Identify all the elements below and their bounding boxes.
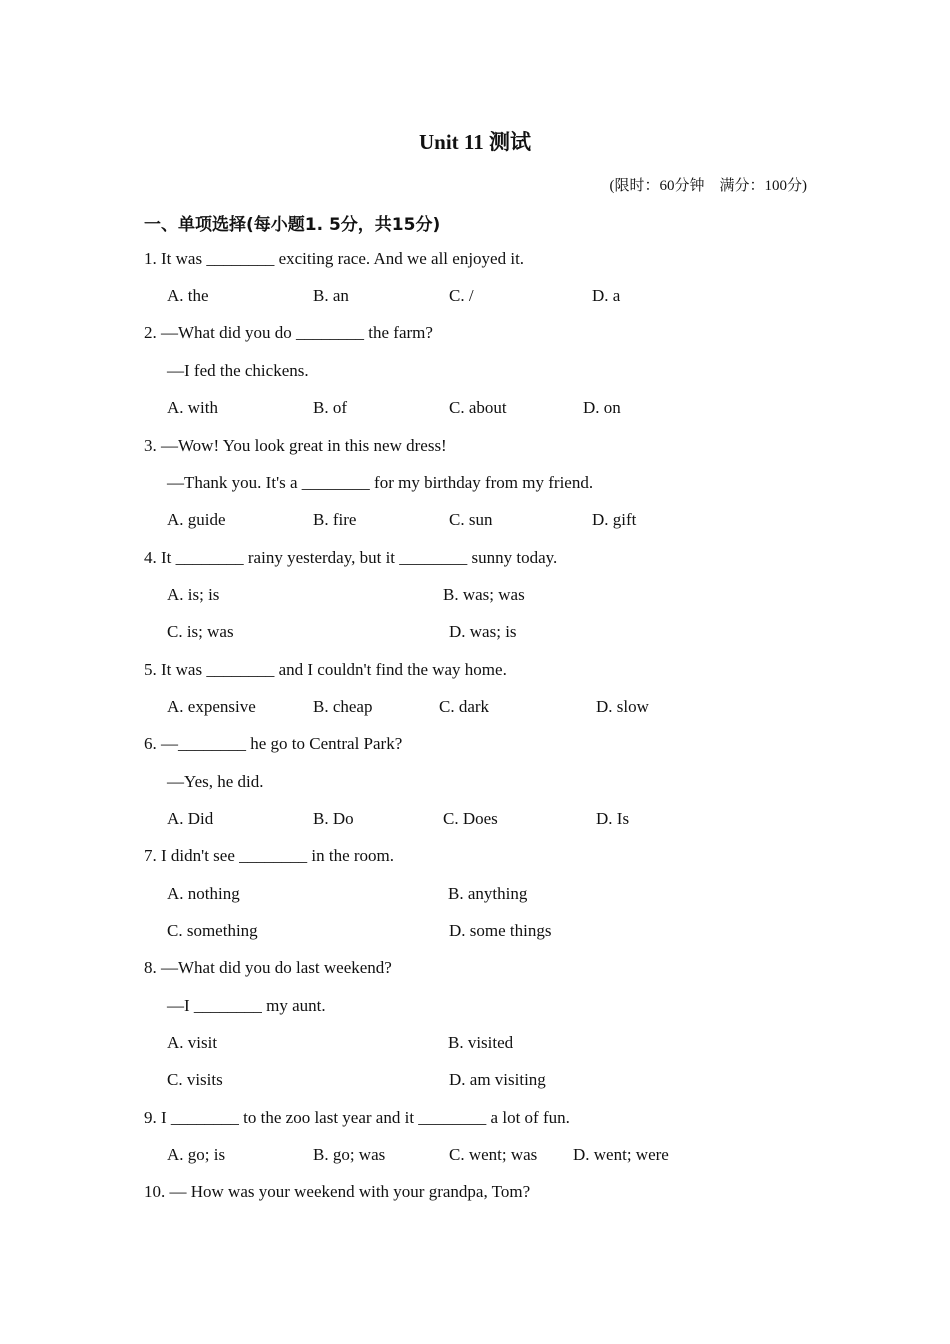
question-10-stem: 10. — How was your weekend with your grandpa, Tom? bbox=[144, 1182, 531, 1201]
question-3-reply: —Thank you. It's a ________ for my birthday from my friend. bbox=[167, 473, 594, 492]
question-1-option-b: B. an bbox=[313, 286, 349, 305]
question-4-option-a: A. is; is bbox=[167, 585, 220, 604]
question-1-option-a: A. the bbox=[167, 286, 209, 305]
question-3-option-d: D. gift bbox=[592, 510, 637, 529]
question-3-option-b: B. fire bbox=[313, 510, 357, 529]
question-7-option-b: B. anything bbox=[448, 884, 528, 903]
question-9-option-d: D. went; were bbox=[573, 1145, 669, 1164]
question-8-option-c: C. visits bbox=[167, 1070, 223, 1089]
question-9-option-c: C. went; was bbox=[449, 1145, 538, 1164]
question-8-option-d: D. am visiting bbox=[449, 1070, 546, 1089]
question-8-option-a: A. visit bbox=[167, 1033, 218, 1052]
question-7-stem: 7. I didn't see ________ in the room. bbox=[144, 846, 395, 865]
question-2-option-d: D. on bbox=[583, 398, 621, 417]
question-1-option-d: D. a bbox=[592, 286, 621, 305]
question-6-option-c: C. Does bbox=[443, 809, 498, 828]
question-1-stem: 1. It was ________ exciting race. And we all enjoyed it. bbox=[144, 249, 525, 268]
question-5-option-a: A. expensive bbox=[167, 697, 256, 716]
question-5-option-b: B. cheap bbox=[313, 697, 373, 716]
question-4-option-d: D. was; is bbox=[449, 622, 517, 641]
question-8-stem: 8. —What did you do last weekend? bbox=[144, 958, 392, 977]
question-6-reply: —Yes, he did. bbox=[167, 772, 264, 791]
question-7-option-c: C. something bbox=[167, 921, 258, 940]
question-4-option-b: B. was; was bbox=[443, 585, 525, 604]
question-8-option-b: B. visited bbox=[448, 1033, 514, 1052]
question-9-option-a: A. go; is bbox=[167, 1145, 226, 1164]
question-6-stem: 6. —________ he go to Central Park? bbox=[144, 734, 403, 753]
question-6-option-d: D. Is bbox=[596, 809, 630, 828]
page-title: Unit 11 测试 bbox=[418, 130, 531, 154]
question-2-option-c: C. about bbox=[449, 398, 507, 417]
question-3-stem: 3. —Wow! You look great in this new dress! bbox=[144, 436, 447, 455]
time-and-score-info: (限时：60分钟 满分：100分) bbox=[609, 178, 807, 194]
question-2-option-b: B. of bbox=[313, 398, 347, 417]
question-9-option-b: B. go; was bbox=[313, 1145, 386, 1164]
question-2-option-a: A. with bbox=[167, 398, 218, 417]
question-6-option-b: B. Do bbox=[313, 809, 354, 828]
question-3-option-c: C. sun bbox=[449, 510, 493, 529]
question-5-option-c: C. dark bbox=[439, 697, 490, 716]
question-1-option-c: C. / bbox=[449, 286, 474, 305]
question-9-stem: 9. I ________ to the zoo last year and it ________ a lot of fun. bbox=[144, 1108, 570, 1127]
question-8-reply: —I ________ my aunt. bbox=[167, 996, 326, 1015]
question-6-option-a: A. Did bbox=[167, 809, 214, 828]
question-3-option-a: A. guide bbox=[167, 510, 226, 529]
question-4-stem: 4. It ________ rainy yesterday, but it ________ sunny today. bbox=[144, 548, 558, 567]
question-2-stem: 2. —What did you do ________ the farm? bbox=[144, 323, 433, 342]
section-heading: 一、单项选择(每小题1. 5分，共15分) bbox=[144, 215, 441, 235]
question-5-option-d: D. slow bbox=[596, 697, 649, 716]
question-7-option-a: A. nothing bbox=[167, 884, 240, 903]
question-7-option-d: D. some things bbox=[449, 921, 552, 940]
question-5-stem: 5. It was ________ and I couldn't find the way home. bbox=[144, 660, 507, 679]
question-4-option-c: C. is; was bbox=[167, 622, 234, 641]
question-2-reply: —I fed the chickens. bbox=[167, 361, 309, 380]
